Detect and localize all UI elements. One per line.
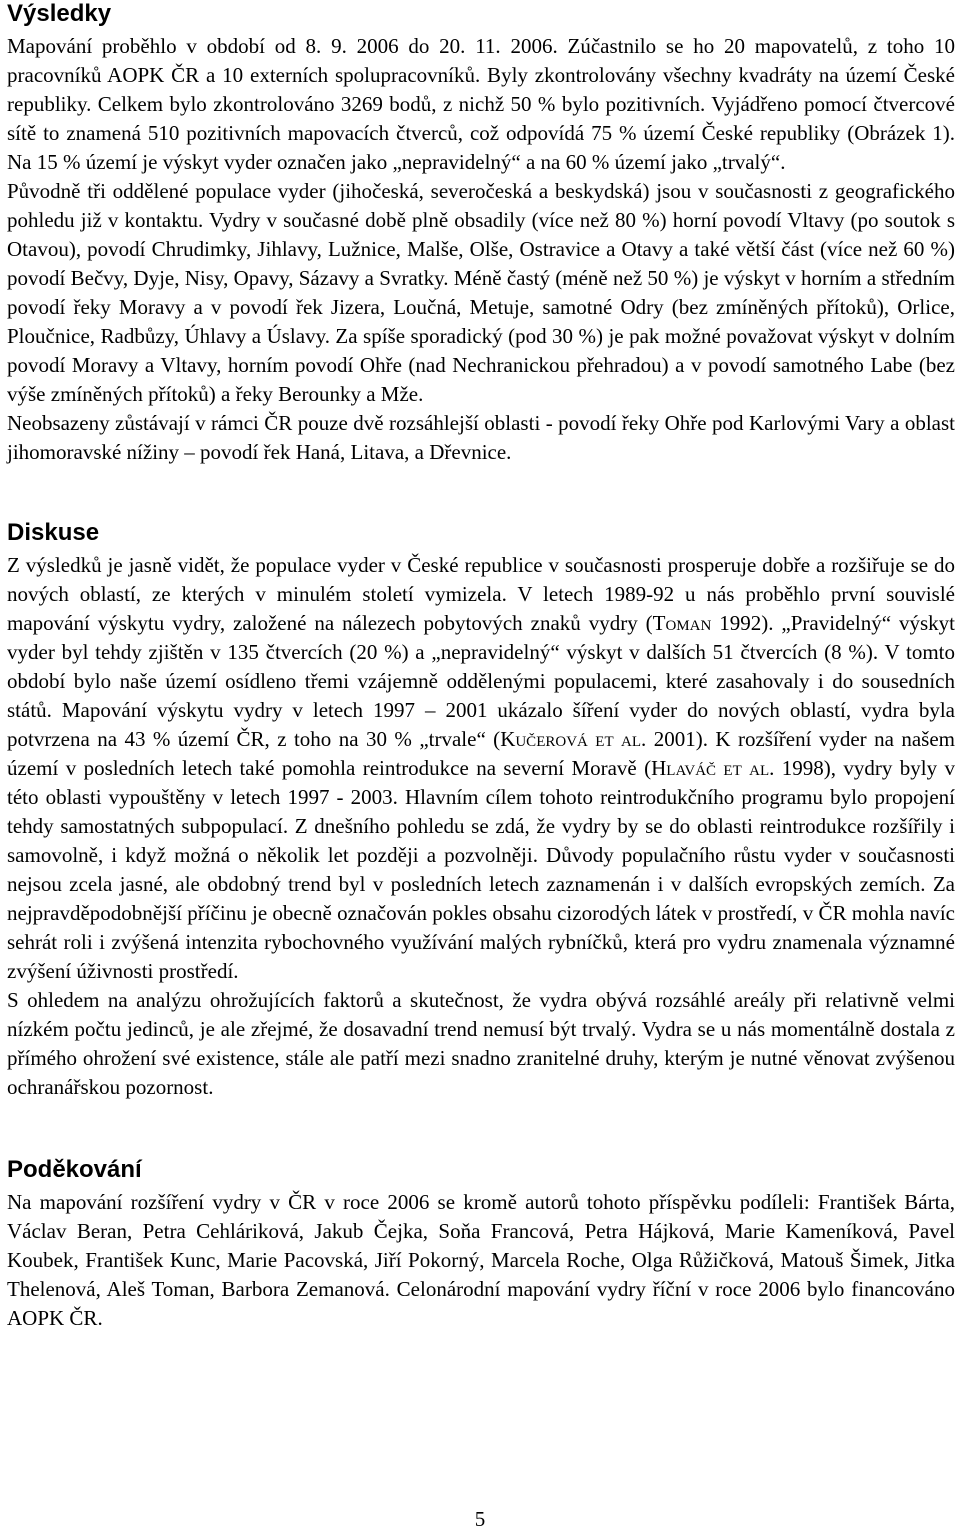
page-number: 5 <box>474 1507 486 1531</box>
acknowledgements-body <box>7 1188 955 1333</box>
results-paragraph-2: Původně tři oddělené populace vyder (jihočeská, severočeská a beskydská) jsou v současnosti z geografického pohledu již v kontaktu. Vydry v současné době plně obsadily (více než 80 %) horní povodí Vltavy (po soutok s Otavou), povodí Chrudimky, Jihlavy, Lužnice, Malše, Olše, Ostravice a Otavy a také větší část (více než 60 %) povodí Bečvy, Dyje, Nisy, Opavy, Sázavy a Svratky. Méně častý (méně než 50 %) je výskyt v horním a středním povodí řeky Moravy a v povodí řek Jizera, Loučná, Metuje, samotné Odry (bez zmíněných přítoků), Orlice, Ploučnice, Radbůzy, Úhlavy a Úslavy. Za spíše sporadický (pod 30 %) je pak možné považovat výskyt v dolním povodí Moravy a Vltavy, horním povodí Ohře (nad Nechranickou přehradou) a v povodí samotného Labe (bez výše zmíněných přítoků) a řeky Berounky a Mže. <box>7 179 955 406</box>
discussion-body <box>7 551 955 1102</box>
citation-toman: Toman <box>652 611 712 635</box>
results-body <box>7 32 955 467</box>
citation-hlavac: Hlaváč et al. <box>651 756 775 780</box>
acknowledgements-heading: Poděkování <box>7 1156 142 1183</box>
discussion-text-part: 1992). „Pravidelný“ výskyt vyder byl tehdy zjištěn v 135 čtvercích (20 %) a „nepravidelný“ výskyt v dalších 51 čtvercích (8 %). V tomto období bylo naše území osídleno třemi vzájemně oddělenými populacemi, které zasahovaly i do sousedních států. Mapování výskytu vydry v letech 1997 – 2001 ukázalo šíření vyder do nových oblastí, vydra byla potvrzena na 43 % území ČR, z toho na 30 % „trvale“ ( <box>7 611 956 751</box>
results-heading: Výsledky <box>7 0 112 27</box>
discussion-paragraph-2: S ohledem na analýzu ohrožujících faktorů a skutečnost, že vydra obývá rozsáhlé areály při relativně velmi nízkém počtu jedinců, je ale zřejmé, že dosavadní trend nemusí být trvalý. Vydra se u nás momentálně dostala z přímého ohrožení své existence, stále ale patří mezi snadno zranitelné druhy, kterým je nutné věnovat zvýšenou ochranářskou pozornost. <box>7 988 955 1099</box>
acknowledgements-paragraph: Na mapování rozšíření vydry v ČR v roce 2006 se kromě autorů tohoto příspěvku podíleli: František Bárta, Václav Beran, Petra Cehláriková, Jakub Čejka, Soňa Francová, Petra Hájková, Marie Kameníková, Pavel Koubek, František Kunc, Marie Pacovská, Jiří Pokorný, Marcela Roche, Olga Růžičková, Matouš Šimek, Jitka Thelenová, Aleš Toman, Barbora Zemanová. Celonárodní mapování vydry říční v roce 2006 bylo financováno AOPK ČR. <box>7 1190 955 1330</box>
results-paragraph-3: Neobsazeny zůstávají v rámci ČR pouze dvě rozsáhlejší oblasti - povodí řeky Ohře pod Karlovými Vary a oblast jihomoravské nížiny – povodí řek Haná, Litava, a Dřevnice. <box>7 411 955 464</box>
discussion-heading: Diskuse <box>7 519 100 546</box>
citation-kucerova: Kučerová et al. <box>500 727 647 751</box>
results-paragraph-1: Mapování proběhlo v období od 8. 9. 2006 do 20. 11. 2006. Zúčastnilo se ho 20 mapovatelů, z toho 10 pracovníků AOPK ČR a 10 externích spolupracovníků. Byly zkontrolovány všechny kvadráty na území České republiky. Celkem bylo zkontrolováno 3269 bodů, z nichž 50 % bylo pozitivních. Vyjádřeno pomocí čtvercové sítě to znamená 510 pozitivních mapovacích čtverců, což odpovídá 75 % území České republiky (Obrázek 1). Na 15 % území je výskyt vyder označen jako „nepravidelný“ a na 60 % území jako „trvalý“. <box>7 34 955 174</box>
document-page <box>7 0 955 1333</box>
results-section <box>7 0 955 467</box>
discussion-section <box>7 519 955 1102</box>
discussion-text-part: Z výsledků je jasně vidět, že populace vyder v České republice v současnosti prosperuje dobře a rozšiřuje se do nových oblastí, ze kterých v minulém století vymizela. V letech 1989-92 u nás proběhlo první souvislé mapování výskytu vydry, založené na nálezech pobytových znaků vydry ( <box>7 553 955 635</box>
acknowledgements-section <box>7 1156 955 1333</box>
discussion-paragraph-1 <box>7 551 955 986</box>
discussion-text-part: 2001). K rozšíření vyder na našem území v posledních letech také pomohla reintrodukce na severní Moravě ( <box>7 727 955 780</box>
discussion-text-part: 1998), vydry byly v této oblasti vypouštěny v letech 1997 - 2003. Hlavním cílem tohoto reintrodukčního programu bylo propojení tehdy samostatných subpopulací. Z dnešního pohledu se zdá, že vydry by se do oblasti reintrodukce rozšířily i samovolně, i když možná o několik let později a pozvolněji. Důvody populačního růstu vyder v současnosti nejsou zcela jasné, ale obdobný trend byl v posledních letech zaznamenán i v dalších evropských zemích. Za nejpravděpodobnější příčinu je obecně označován pokles obsahu cizorodých látek v prostředí, v ČR mohla navíc sehrát roli i zvýšená intenzita rybochovného využívání malých rybníčků, která pro vydru znamenala významné zvýšení úživnosti prostředí. <box>7 756 956 983</box>
